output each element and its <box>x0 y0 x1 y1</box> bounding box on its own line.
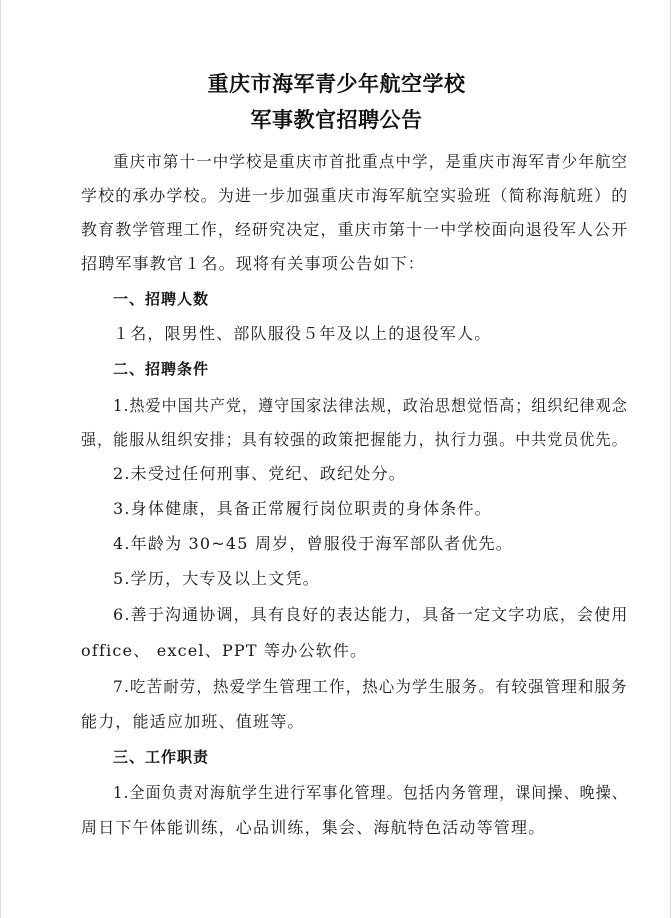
intro-line: 招聘军事教官１名。现将有关事项公告如下： <box>81 254 426 273</box>
intro-line: 重庆市第十一中学校是重庆市首批重点中学，是重庆市海军青少年航空 <box>113 152 629 171</box>
intro-line: 教育教学管理工作，经研究决定，重庆市第十一中学校面向退役军人公开 <box>81 220 629 239</box>
section-heading-requirements: 二、招聘条件 <box>113 360 210 378</box>
section-line: 强，能服从组织安排；具有较强的政策把握能力，执行力强。中共党员优先。 <box>81 430 628 449</box>
section-line: 5.学历，大专及以上文凭。 <box>113 569 320 588</box>
document-title: 重庆市海军青少年航空学校 <box>207 72 466 96</box>
section-line: 7.吃苦耐劳，热爱学生管理工作，热心为学生服务。有较强管理和服务 <box>113 677 628 696</box>
section-heading-recruitment-count: 一、招聘人数 <box>113 290 210 308</box>
document-subtitle: 军事教官招聘公告 <box>250 108 423 132</box>
intro-line: 学校的承办学校。为进一步加强重庆市海军航空实验班（简称海航班）的 <box>81 186 629 205</box>
section-line: office、 excel、PPT 等办公软件。 <box>81 641 368 660</box>
section-line: 2.未受过任何刑事、党纪、政纪处分。 <box>113 464 406 483</box>
section-line: 4.年龄为 30~45 周岁，曾服役于海军部队者优先。 <box>113 534 513 553</box>
section-line: 6.善于沟通协调，具有良好的表达能力，具备一定文字功底，会使用 <box>113 605 629 624</box>
section-line: 能力，能适应加班、值班等。 <box>81 712 305 731</box>
section-line: 1.热爱中国共产党，遵守国家法律法规，政治思想觉悟高；组织纪律观念 <box>113 396 628 415</box>
section-line: １名，限男性、部队服役５年及以上的退役军人。 <box>113 324 492 343</box>
section-heading-duties: 三、工作职责 <box>113 748 210 766</box>
section-line: 周日下午体能训练，心品训练，集会、海航特色活动等管理。 <box>81 818 546 837</box>
section-line: 3.身体健康，具备正常履行岗位职责的身体条件。 <box>113 499 492 518</box>
section-line: 1.全面负责对海航学生进行军事化管理。包括内务管理，课间操、晚操、 <box>113 783 628 802</box>
